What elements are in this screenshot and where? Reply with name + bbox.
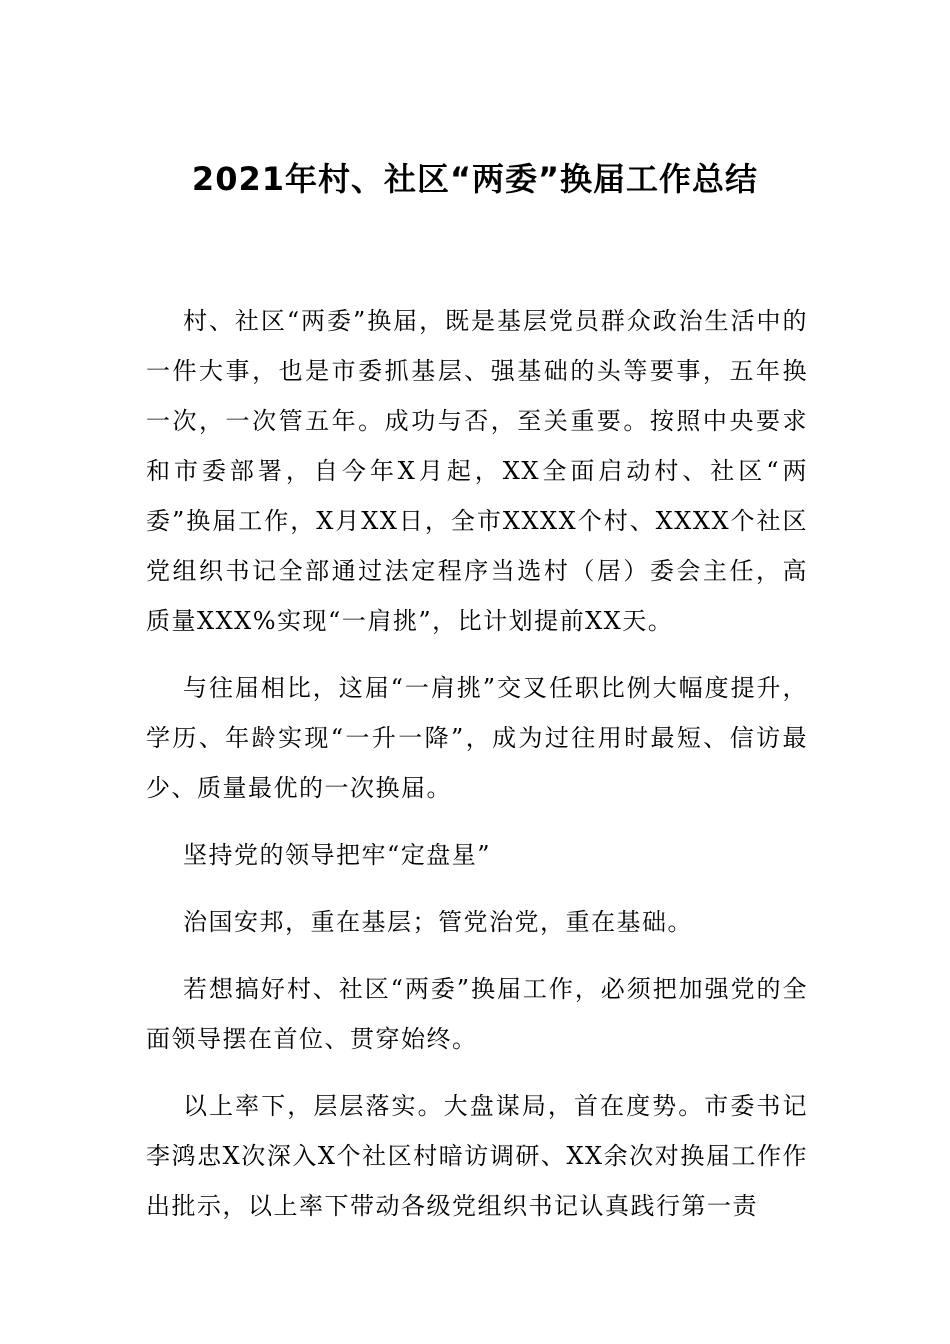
document-title: 2021年村、社区“两委”换届工作总结 (191, 160, 759, 198)
paragraph-governance: 治国安邦，重在基层；管党治党，重在基础。 (183, 908, 693, 936)
paragraph-intro: 村、社区“两委”换届，既是基层党员群众政治生活中的一件大事，也是市委抓基层、强基础的头等要事，五年换一次，一次管五年。成功与否，至关重要。按照中央要求和市委部署，自今年X月起，XX全面启动村、社区“两委”换届工作，X月XX日，全市XXXX个村、XXXX个社区党组织书记全部通过法定程序当选村（居）委会主任，高质量XXX%实现“一肩挑”，比计划提前XX天。 (146, 307, 808, 635)
paragraph-leadership: 若想搞好村、社区“两委”换届工作，必须把加强党的全面领导摆在首位、贯穿始终。 (146, 975, 808, 1053)
document-body (146, 296, 808, 1231)
paragraph-top-down: 以上率下，层层落实。大盘谋局，首在度势。市委书记李鸿忠X次深入X个社区村暗访调研、XX余次对换届工作作出批示，以上率下带动各级党组织书记认真践行第一责 (146, 1092, 808, 1220)
paragraph-comparison: 与往届相比，这届“一肩挑”交叉任职比例大幅度提升，学历、年龄实现“一升一降”，成为过往用时最短、信访最少、质量最优的一次换届。 (146, 674, 808, 802)
section-heading: 坚持党的领导把牢“定盘星” (183, 841, 492, 869)
